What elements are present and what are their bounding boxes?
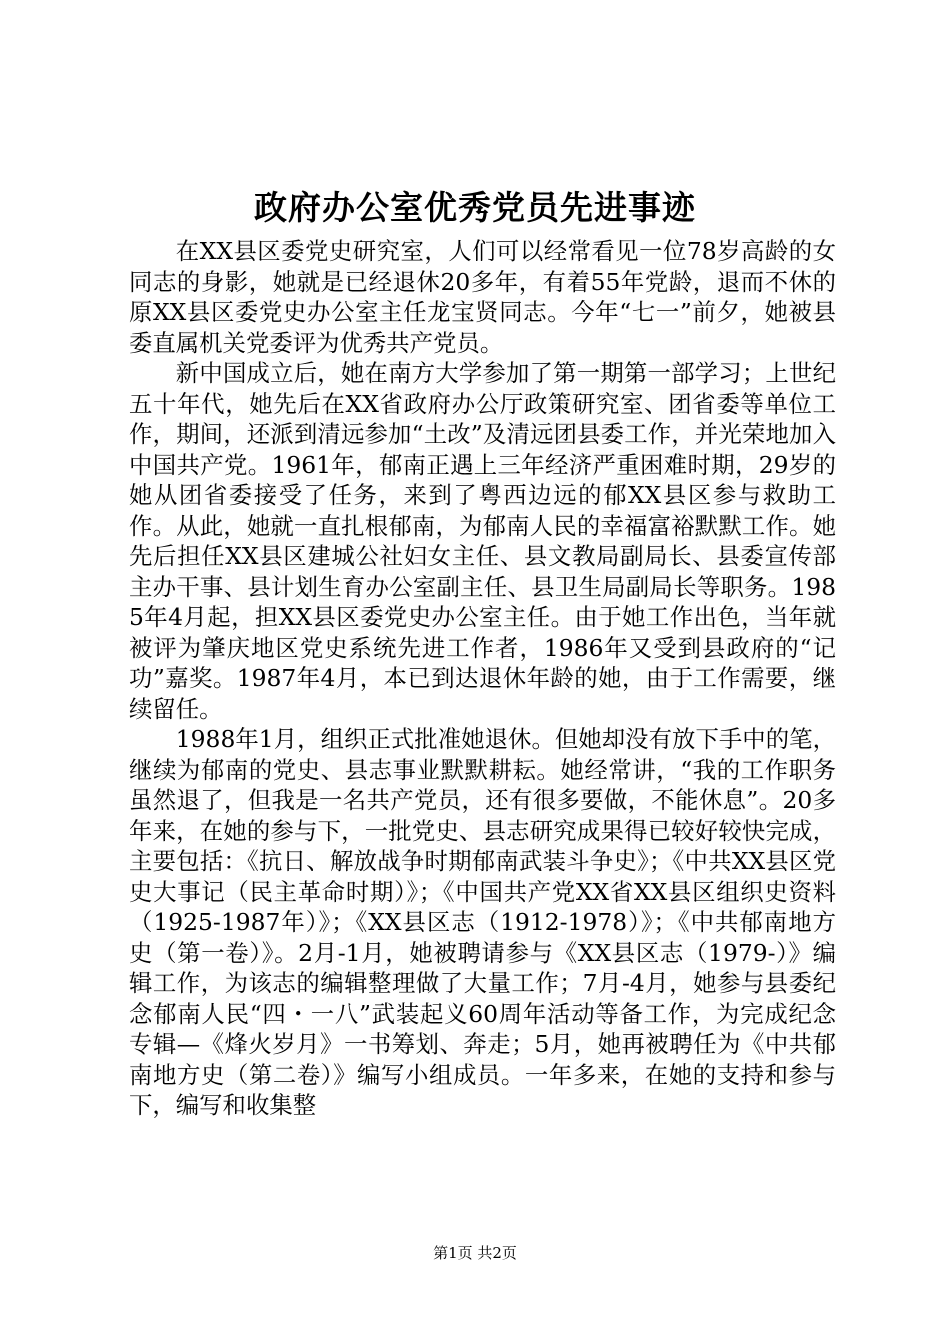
document-title: 政府办公室优秀党员先进事迹 <box>254 188 696 227</box>
page-number-footer: 第1页 共2页 <box>433 1244 517 1262</box>
paragraph-2: 新中国成立后，她在南方大学参加了第一期第一部学习；上世纪五十年代，她先后在XX省政府办公厅政策研究室、团省委等单位工作，期间，还派到清远参加“土改”及清远团县委工作，并光荣地加入中国共产党。1961年，郁南正遇上三年经济严重困难时期，29岁的她从团省委接受了任务，来到了粤西边远的郁XX县区参与救助工作。从此，她就一直扎根郁南，为郁南人民的幸福富裕默默工作。她先后担任XX县区建城公社妇女主任、县文教局副局长、县委宣传部主办干事、县计划生育办公室副主任、县卫生局副局长等职务。1985年4月起，担XX县区委党史办公室主任。由于她工作出色，当年就被评为肇庆地区党史系统先进工作者，1986年又受到县政府的“记功”嘉奖。1987年4月，本已到达退休年龄的她，由于工作需要，继续留任。 <box>129 359 836 723</box>
document-body <box>129 236 836 1121</box>
paragraph-1: 在XX县区委党史研究室，人们可以经常看见一位78岁高龄的女同志的身影，她就是已经退休20多年，有着55年党龄，退而不休的原XX县区委党史办公室主任龙宝贤同志。今年“七一”前夕，她被县委直属机关党委评为优秀共产党员。 <box>129 237 836 357</box>
paragraph-3: 1988年1月，组织正式批准她退休。但她却没有放下手中的笔，继续为郁南的党史、县志事业默默耕耘。她经常讲，“我的工作职务虽然退了，但我是一名共产党员，还有很多要做，不能休息”。20多年来，在她的参与下，一批党史、县志研究成果得已较好较快完成，主要包括：《抗日、解放战争时期郁南武装斗争史》；《中共XX县区党史大事记（民主革命时期）》；《中国共产党XX省XX县区组织史资料（1925-1987年）》；《XX县区志（1912-1978）》；《中共郁南地方史（第一卷）》。2月-1月，她被聘请参与《XX县区志（1979-）》编辑工作，为该志的编辑整理做了大量工作；7月-4月，她参与县委纪念郁南人民“四・一八”武装起义60周年活动等备工作，为完成纪念专辑—《烽火岁月》一书筹划、奔走；5月，她再被聘任为《中共郁南地方史（第二卷）》编写小组成员。一年多来，在她的支持和参与下，编写和收集整 <box>129 725 836 1119</box>
